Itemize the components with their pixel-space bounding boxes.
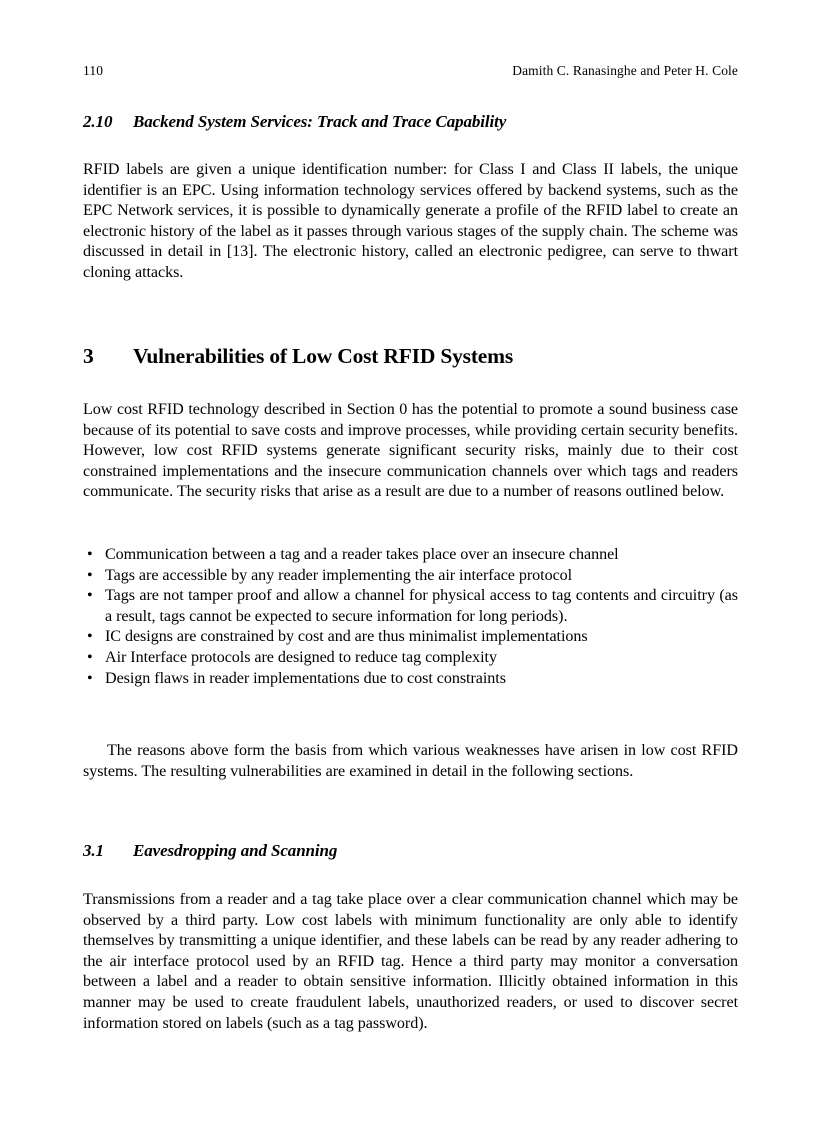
paragraph-block-2-10	[83, 160, 738, 284]
paragraph-block-3-intro	[83, 400, 738, 503]
bullet-icon: •	[87, 669, 93, 687]
section-title-2-10: Backend System Services: Track and Trace Capability	[133, 112, 507, 131]
bullet-icon: •	[87, 587, 93, 605]
list-item	[83, 545, 738, 566]
bullet-list	[83, 545, 738, 689]
section-number-2-10: 2.10	[83, 112, 113, 131]
bullet-icon: •	[87, 546, 93, 563]
section-heading-2-10	[83, 111, 738, 133]
reasons-bullet-list	[83, 545, 738, 689]
bullet-icon: •	[87, 566, 93, 584]
list-item	[83, 627, 738, 648]
list-item	[83, 566, 738, 587]
paragraph: RFID labels are given a unique identification number: for Class I and Class II labels, the unique identifier is an EPC. Using information technology services offered by backend systems, such as the EPC Network services, it is possible to dynamically generate a profile of the RFID label to create an electronic history of the label as it passes through various stages of the supply chain. The scheme was discussed in detail in [13]. The electronic history, called an electronic pedigree, can serve to thwart cloning attacks.	[83, 161, 738, 281]
bullet-icon: •	[87, 648, 93, 666]
list-item	[83, 648, 738, 669]
list-item-label: Communication between a tag and a reader takes place over an insecure channel	[105, 546, 619, 563]
list-item	[83, 586, 738, 627]
section-heading-3-1	[83, 840, 738, 862]
paragraph: The reasons above form the basis from which various weaknesses have arisen in low cost RFID systems. The resulting vulnerabilities are examined in detail in the following sections.	[83, 742, 738, 780]
list-item-label: Tags are accessible by any reader implementing the air interface protocol	[105, 566, 573, 584]
bullet-icon: •	[87, 628, 93, 646]
list-item-label: IC designs are constrained by cost and are thus minimalist implementations	[105, 628, 588, 646]
list-item-label: Air Interface protocols are designed to reduce tag complexity	[105, 648, 497, 666]
section-title-3-1: Eavesdropping and Scanning	[133, 841, 338, 860]
section-heading-3	[83, 343, 738, 370]
paragraph: Transmissions from a reader and a tag take place over a clear communication channel which may be observed by a third party. Low cost labels with minimum functionality are only able to identify themselves by transmitting a unique identifier, and these labels can be read by any reader adhering to the air interface protocol used by an RFID tag. Hence a third party may monitor a conversation between a label and a reader to obtain sensitive information. Illicitly obtained information in this manner may be used to create fraudulent labels, unauthorized readers, or used to discover secret information stored on labels (such as a tag password).	[83, 891, 738, 1032]
paragraph-block-3-closing	[83, 741, 738, 782]
running-head	[83, 62, 738, 80]
list-item-label: Design flaws in reader implementations due to cost constraints	[105, 669, 506, 687]
running-head-authors: Damith C. Ranasinghe and Peter H. Cole	[512, 63, 738, 78]
section-number-3: 3	[83, 344, 94, 368]
section-title-3: Vulnerabilities of Low Cost RFID Systems	[133, 344, 514, 368]
page-number: 110	[83, 63, 104, 78]
list-item-label: Tags are not tamper proof and allow a channel for physical access to tag contents and circuitry (as a result, tags cannot be expected to secure information for long periods).	[105, 587, 738, 625]
paragraph: Low cost RFID technology described in Section 0 has the potential to promote a sound business case because of its potential to save costs and improve processes, while providing certain security benefits. However, low cost RFID systems generate significant security risks, mainly due to their cost constrained implementations and the insecure communication channels over which tags and readers communicate. The security risks that arise as a result are due to a number of reasons outlined below.	[83, 401, 738, 501]
paragraph-block-3-1	[83, 890, 738, 1034]
section-number-3-1: 3.1	[83, 841, 104, 860]
list-item	[83, 669, 738, 690]
